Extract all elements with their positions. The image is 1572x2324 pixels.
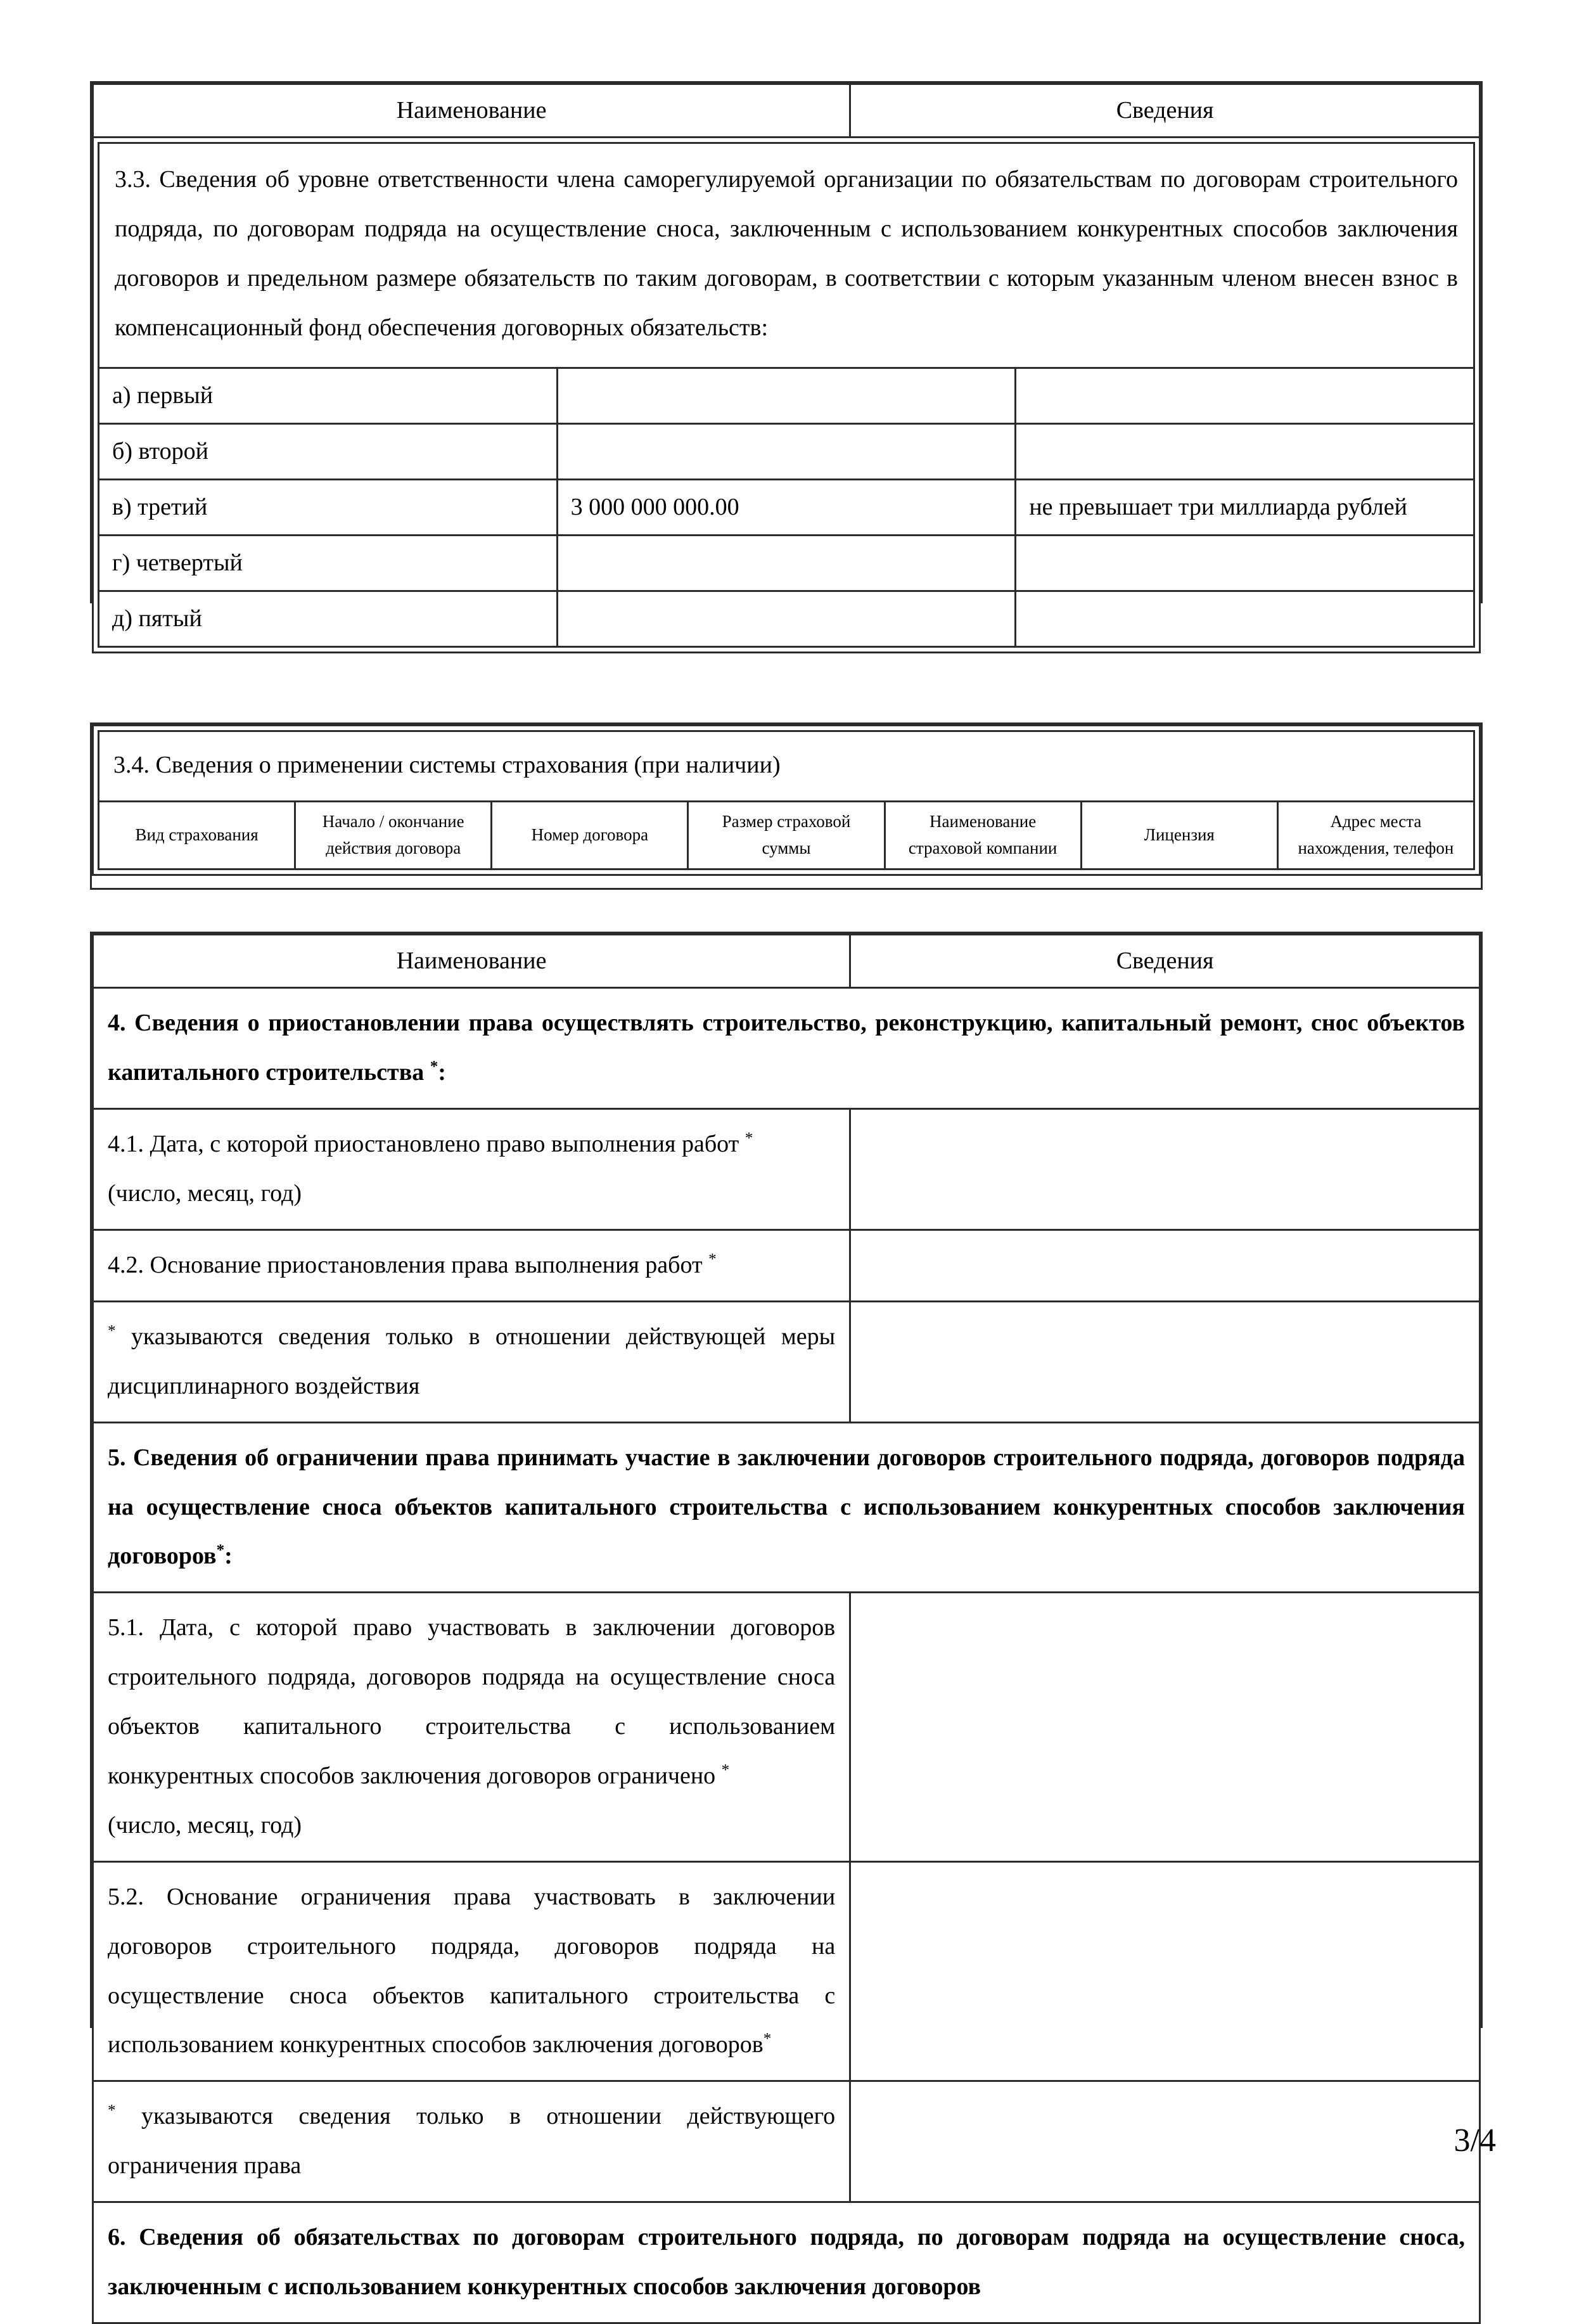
footnote-marker: * <box>721 1761 730 1779</box>
level-row <box>99 591 1474 646</box>
footnote-text: указываются сведения только в отношении действующей меры дисциплинарного воздействия <box>108 1323 836 1399</box>
footnote-marker: * <box>108 2102 116 2119</box>
row-label-text: 5.1. Дата, с которой право участвовать в заключении договоров строительного подряда, договоров подряда на осуществление сноса объектов капитального строительства с использованием конкурентных способов заключения договоров ограничено <box>108 1614 836 1789</box>
row-4-1 <box>93 1109 1480 1230</box>
row-4-2-value <box>850 1229 1480 1301</box>
header-cell-info: Сведения <box>850 935 1480 988</box>
section-5-footnote <box>93 2081 850 2202</box>
level-row <box>99 479 1474 535</box>
section-33-inner-grid <box>98 142 1475 648</box>
level-amount <box>557 535 1016 591</box>
header-cell-name: Наименование <box>93 84 850 138</box>
row-5-2-value <box>850 1861 1480 2081</box>
section-34-grid <box>92 724 1481 876</box>
section-4-heading-tail: : <box>438 1059 446 1086</box>
section-4-heading <box>93 988 1480 1109</box>
row-label-text: 4.2. Основание приостановления права выполнения работ <box>108 1251 709 1278</box>
row-5-1-value <box>850 1593 1480 1861</box>
section-4-heading-text: 4. Сведения о приостановлении права осуществлять строительство, реконструкцию, капитальный ремонт, снос объектов капитального строительства <box>108 1010 1465 1086</box>
column-header-line2: нахождения, телефон <box>1298 838 1454 857</box>
section-34-table <box>90 722 1483 890</box>
row-5-footnote-value <box>850 2081 1480 2202</box>
column-header-insurance-sum <box>688 801 885 869</box>
section-34-inner-grid <box>98 730 1475 870</box>
column-header-contract-period <box>295 801 492 869</box>
footnote-marker: * <box>744 1129 753 1147</box>
section-34-heading-row <box>99 731 1474 802</box>
column-header-line1: Вид страхования <box>135 825 259 844</box>
row-4-1-value <box>850 1109 1480 1230</box>
level-note <box>1016 535 1474 591</box>
row-label-text: 5.2. Основание ограничения права участвовать в заключении договоров строительного подряда, договоров подряда на осуществление сноса объектов капитального строительства с использованием конкурентных способов заключения договоров <box>108 1883 836 2058</box>
row-4-2 <box>93 1229 1480 1301</box>
section-33-heading: 3.3. Сведения об уровне ответственности члена саморегулируемой организации по обязательствам по договорам строительного подряда, по договорам подряда на осуществление сноса, заключенным с использованием конкурентных способов заключения договоров и предельном размере обязательств по таким договорам, в соответствии с которым указанным членом внесен взнос в компенсационный фонд обеспечения договорных обязательств: <box>99 143 1474 368</box>
column-header-insurance-type <box>99 801 295 869</box>
section-4-heading-row <box>93 988 1480 1109</box>
footnote-text: указываются сведения только в отношении действующего ограничения права <box>108 2103 836 2180</box>
column-header-contract-number <box>492 801 688 869</box>
footnote-marker: * <box>216 1541 225 1559</box>
level-note <box>1016 423 1474 479</box>
row-5-1 <box>93 1593 1480 1861</box>
row-label-text: 4.1. Дата, с которой приостановлено право выполнения работ <box>108 1131 745 1158</box>
row-5-footnote <box>93 2081 1480 2202</box>
footnote-marker: * <box>430 1058 438 1075</box>
level-amount <box>557 591 1016 646</box>
level-note <box>1016 368 1474 423</box>
row-5-2-label <box>93 1861 850 2081</box>
row-5-2 <box>93 1861 1480 2081</box>
column-header-insurance-company <box>885 801 1081 869</box>
column-header-line1: Номер договора <box>531 825 649 844</box>
level-note: не превышает три миллиарда рублей <box>1016 479 1474 535</box>
section-34-body-row <box>93 726 1480 875</box>
level-amount: 3 000 000 000.00 <box>557 479 1016 535</box>
level-label: а) первый <box>99 368 558 423</box>
page-number: 3/4 <box>1454 2122 1496 2159</box>
level-label: в) третий <box>99 479 558 535</box>
section-6-heading-row <box>93 2202 1480 2323</box>
section-6-heading: 6. Сведения об обязательствах по договорам строительного подряда, по договорам подряда на осуществление сноса, заключенным с использованием конкурентных способов заключения договоров <box>93 2202 1480 2323</box>
level-row <box>99 368 1474 423</box>
column-header-line2: страховой компании <box>908 838 1058 857</box>
level-row <box>99 535 1474 591</box>
level-row <box>99 423 1474 479</box>
footnote-marker: * <box>108 1322 116 1340</box>
column-header-line1: Адрес места <box>1330 811 1422 831</box>
section-33-grid <box>92 83 1481 653</box>
section-33-table <box>90 81 1483 632</box>
row-4-2-label <box>93 1229 850 1301</box>
level-note <box>1016 591 1474 646</box>
column-header-license <box>1081 801 1277 869</box>
section-34-heading: 3.4. Сведения о применении системы страхования (при наличии) <box>99 731 1474 802</box>
column-header-line1: Начало / окончание <box>322 811 464 831</box>
footnote-marker: * <box>763 2030 772 2048</box>
footnote-marker: * <box>708 1250 717 1268</box>
row-4-footnote-value <box>850 1301 1480 1422</box>
section-33-heading-row <box>99 143 1474 368</box>
section-34-nested-cell <box>93 726 1480 875</box>
row-5-1-label <box>93 1593 850 1861</box>
section-5-heading-text: 5. Сведения об ограничении права принимать участие в заключении договоров строительного подряда, договоров подряда на осуществление сноса объектов капитального строительства с использованием конкурентных способов заключения договоров <box>108 1444 1465 1570</box>
column-header-address-phone <box>1277 801 1474 869</box>
header-cell-info: Сведения <box>850 84 1480 138</box>
level-label: д) пятый <box>99 591 558 646</box>
level-label: б) второй <box>99 423 558 479</box>
section-5-heading-row <box>93 1422 1480 1593</box>
level-amount <box>557 423 1016 479</box>
column-header-row <box>93 935 1480 988</box>
column-header-line2: суммы <box>762 838 811 857</box>
column-header-row <box>93 84 1480 138</box>
row-label-secondline: (число, месяц, год) <box>108 1811 302 1839</box>
section-34-column-header-row <box>99 801 1474 869</box>
section-5-heading-tail: : <box>224 1543 233 1570</box>
column-header-line2: действия договора <box>326 838 461 857</box>
section-33-body-row <box>93 138 1480 653</box>
row-4-1-label <box>93 1109 850 1230</box>
column-header-line1: Наименование <box>930 811 1037 831</box>
column-header-line1: Лицензия <box>1144 825 1215 844</box>
column-header-line1: Размер страховой <box>722 811 851 831</box>
section-33-nested-cell <box>93 138 1480 653</box>
level-amount <box>557 368 1016 423</box>
sections-4-5-6-grid <box>92 934 1481 2324</box>
row-label-secondline: (число, месяц, год) <box>108 1180 302 1207</box>
section-4-footnote <box>93 1301 850 1422</box>
row-4-footnote <box>93 1301 1480 1422</box>
level-label: г) четвертый <box>99 535 558 591</box>
header-cell-name: Наименование <box>93 935 850 988</box>
section-5-heading <box>93 1422 1480 1593</box>
